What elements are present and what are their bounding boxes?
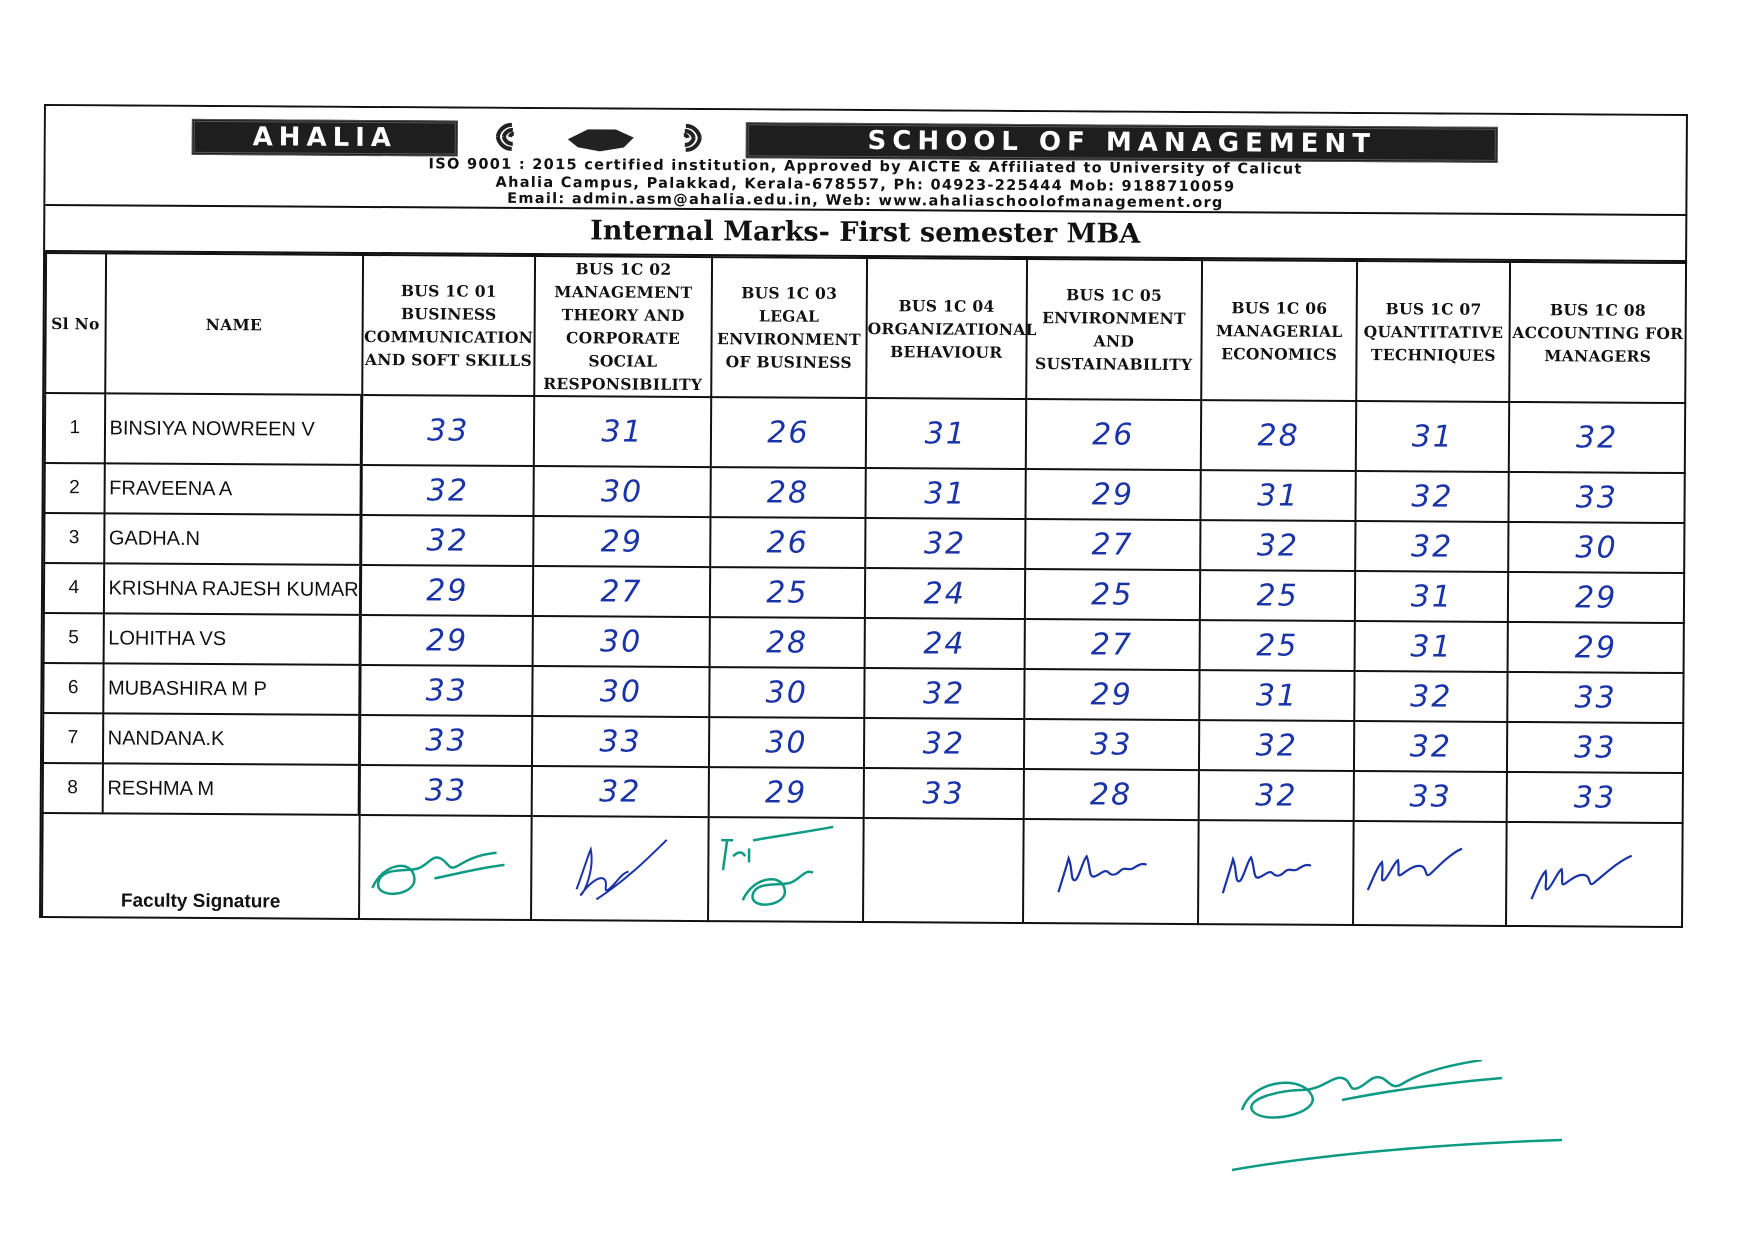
mark-cell: 32 [361,515,534,566]
mark-cell: 33 [1509,472,1685,523]
signature-mark [1199,823,1353,924]
column-header-subject: BUS 1C 02 MANAGEMENT THEORY AND CORPORATE SOCIAL RESPONSIBILITY [534,256,711,397]
student-name-cell: GADHA.N [104,513,362,565]
mark-cell: 27 [1024,619,1200,670]
mark-cell: 33 [1024,719,1200,770]
sl-no-cell: 3 [44,513,104,563]
signature-cell [708,817,864,922]
mark-cell: 31 [1201,470,1357,521]
student-rows [43,393,1686,823]
mark-cell: 31 [1199,670,1355,721]
mark-cell: 32 [1199,770,1355,821]
signature-mark [532,819,707,920]
faculty-signature-label: Faculty Signature [120,890,281,913]
mark-cell: 26 [1025,399,1201,470]
signature-mark [1354,824,1506,925]
column-header-name: NAME [105,253,363,395]
mark-cell: 25 [1200,570,1356,621]
mark-cell: 28 [1201,400,1357,471]
column-header-subject: BUS 1C 03 LEGAL ENVIRONMENT OF BUSINESS [711,257,867,398]
mark-cell: 29 [1025,469,1201,520]
mark-cell: 27 [1025,519,1201,570]
mark-cell: 33 [362,395,535,466]
mark-cell: 32 [864,718,1024,769]
sl-no-cell: 5 [44,613,104,663]
marks-sheet [39,104,1688,928]
mark-cell: 28 [1023,769,1199,820]
signature-cell [359,815,532,920]
sl-no-cell: 7 [43,713,103,763]
mark-cell: 33 [360,665,533,716]
signature-cell [1353,821,1507,926]
mark-cell: 30 [533,616,710,667]
mark-cell: 32 [1355,521,1508,572]
mark-cell: 30 [709,717,865,768]
signature-cell-empty [863,818,1023,923]
contact-line: Email: admin.asm@ahalia.edu.in, Web: www.ahaliaschoolofmanagement.org [507,190,1224,212]
mark-cell: 32 [1355,671,1508,722]
marks-table [41,252,1687,928]
standalone-signature [1222,1060,1602,1180]
column-header-subject: BUS 1C 06 MANAGERIAL ECONOMICS [1201,260,1357,401]
student-name-cell: MUBASHIRA M P [103,663,361,715]
certification-line: ISO 9001 : 2015 certified institution, Approved by AICTE & Affiliated to University of Calicut [428,156,1303,178]
mark-cell: 29 [1024,669,1200,720]
sl-no-cell: 6 [43,663,103,713]
mark-cell: 32 [361,465,534,516]
mark-cell: 28 [710,467,866,518]
student-name-cell: RESHMA M [102,763,360,815]
mark-cell: 29 [361,615,534,666]
column-header-subject: BUS 1C 07 QUANTITATIVE TECHNIQUES [1357,261,1511,402]
letterhead [45,106,1688,216]
column-header-subject: BUS 1C 08 ACCOUNTING FOR MANAGERS [1510,262,1686,403]
mark-cell: 28 [709,617,865,668]
mark-cell: 32 [1200,520,1356,571]
mark-cell: 30 [709,667,865,718]
sl-no-cell: 4 [44,563,104,613]
address-line: Ahalia Campus, Palakkad, Kerala-678557, Ph: 04923-225444 Mob: 9188710059 [495,174,1236,196]
mark-cell: 29 [1508,572,1684,623]
mark-cell: 31 [866,468,1026,519]
student-name-cell: FRAVEENA A [104,463,362,515]
mark-cell: 32 [532,766,709,817]
mark-cell: 33 [1507,722,1683,773]
brand-name-right: SCHOOL OF MANAGEMENT [746,122,1498,163]
mark-cell: 32 [1354,721,1507,772]
table-row [45,393,1685,473]
mark-cell: 33 [1507,772,1683,823]
signature-mark [1024,822,1198,923]
mark-cell: 33 [360,715,533,766]
column-header-subject: BUS 1C 01 BUSINESS COMMUNICATION AND SOFT SKILLS [362,255,535,396]
mark-cell: 31 [1355,621,1508,672]
signature-cell [1198,820,1354,925]
mark-cell: 33 [1508,672,1684,723]
mark-cell: 25 [1200,620,1356,671]
mark-cell: 31 [866,398,1026,469]
mark-cell: 27 [533,566,710,617]
brand-name-left: AHALIA [192,119,458,157]
sl-no-cell: 1 [45,393,105,463]
signature-label-cell [42,813,360,919]
mark-cell: 30 [532,666,709,717]
mark-cell: 26 [710,517,866,568]
signature-row [42,813,1683,927]
student-name-cell: NANDANA.K [103,713,361,765]
mark-cell: 25 [1024,569,1200,620]
mark-cell: 29 [1508,622,1684,673]
signature-mark [360,818,531,919]
mark-cell: 30 [1509,522,1685,573]
mark-cell: 29 [361,565,534,616]
mark-cell: 31 [1356,401,1510,472]
column-header-subject: BUS 1C 04 ORGANIZATIONAL BEHAVIOUR [866,258,1026,399]
signature-cell [1506,822,1682,927]
column-header-slno: Sl No [45,253,105,393]
sl-no-cell: 8 [43,763,103,813]
table-header-row [45,253,1686,403]
mark-cell: 33 [864,768,1024,819]
mark-cell: 24 [865,568,1025,619]
signature-cell [531,816,708,921]
mark-cell: 32 [864,668,1024,719]
mark-cell: 25 [710,567,866,618]
student-name-cell: LOHITHA VS [103,613,361,665]
mark-cell: 32 [1509,402,1685,473]
signature-cell [1023,819,1199,924]
page-title: Internal Marks- First semester MBA [45,206,1687,262]
mark-cell: 29 [708,767,864,818]
mark-cell: 24 [865,618,1025,669]
mark-cell: 26 [711,397,867,468]
student-name-cell: BINSIYA NOWREEN V [104,393,362,465]
mark-cell: 32 [1356,471,1509,522]
sl-no-cell: 2 [45,463,105,513]
mark-cell: 30 [534,466,711,517]
mark-cell: 33 [532,716,709,767]
mark-cell: 31 [534,396,711,467]
mark-cell: 33 [360,765,533,816]
signature-mark [1507,825,1681,926]
mark-cell: 29 [533,516,710,567]
mark-cell: 32 [1199,720,1355,771]
signature-mark [709,820,863,921]
mark-cell: 33 [1354,771,1507,822]
mark-cell: 32 [865,518,1025,569]
column-header-subject: BUS 1C 05 ENVIRONMENT AND SUSTAINABILITY [1026,259,1202,400]
mark-cell: 31 [1355,571,1508,622]
handshake-logo-icon [468,119,730,157]
student-name-cell: KRISHNA RAJESH KUMAR [103,563,361,615]
